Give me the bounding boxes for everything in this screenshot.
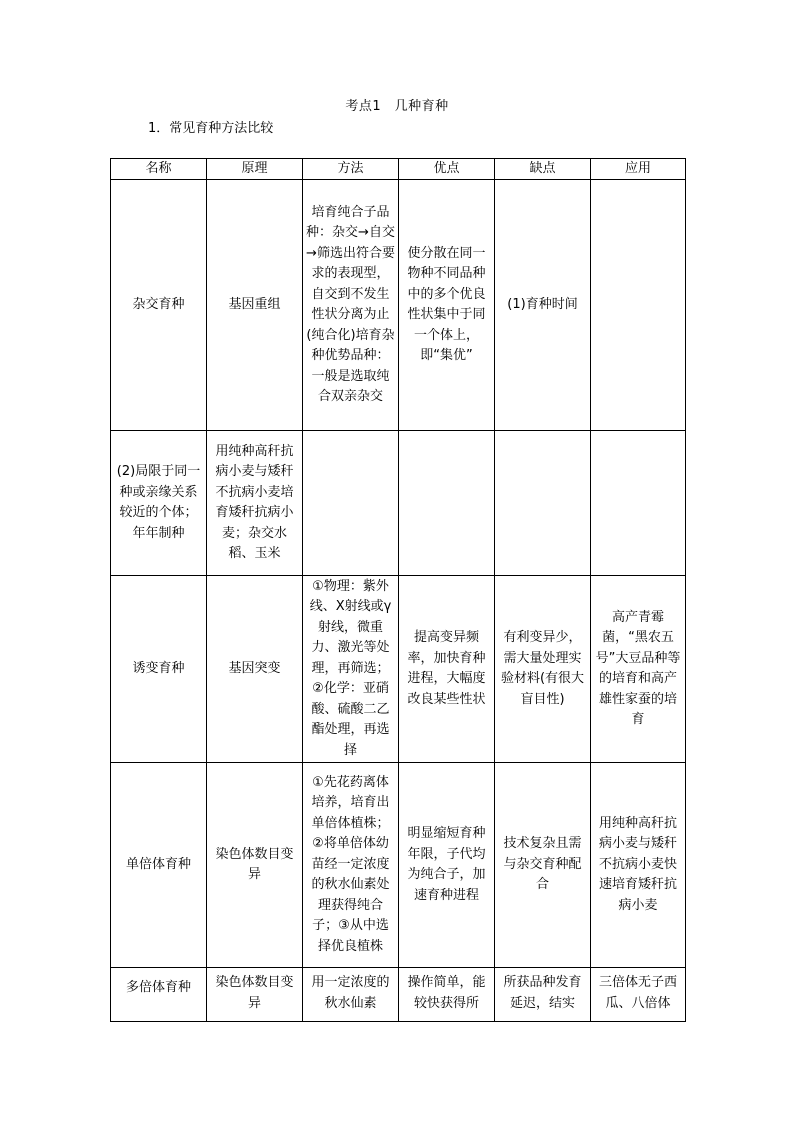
table-cell: 用纯种高秆抗病小麦与矮秆不抗病小麦快速培育矮秆抗病小麦	[591, 763, 686, 968]
header-advantage: 优点	[399, 159, 495, 180]
table-cell	[111, 968, 207, 1022]
table-cell	[303, 968, 399, 1022]
table-cell: 染色体数目变异	[207, 763, 303, 968]
table-cell	[399, 968, 495, 1022]
cell-text: 用一定浓度的秋水仙素	[311, 975, 390, 1011]
table-cell: (1)育种时间	[495, 180, 591, 431]
breeding-methods-table	[110, 158, 686, 1022]
table-cell	[495, 968, 591, 1022]
table-cell: 高产青霉菌，“黑农五号”大豆品种等的培育和高产雄性家蚕的培育	[591, 576, 686, 763]
table-cell: 提高变异频率，加快育种进程，大幅度改良某些性状	[399, 576, 495, 763]
table-cell: 基因重组	[207, 180, 303, 431]
table-row	[111, 180, 686, 431]
page-title: 考点1 几种育种	[345, 99, 449, 114]
table-cell	[399, 431, 495, 576]
table-cell: ①先花药离体培养，培育出单倍体植株；②将单倍体幼苗经一定浓度的秋水仙素处理获得纯合子；③从中选择优良植株	[303, 763, 399, 968]
table-cell: 技术复杂且需与杂交育种配合	[495, 763, 591, 968]
table-cell: 基因突变	[207, 576, 303, 763]
table-cell: 明显缩短育种年限，子代均为纯合子，加速育种进程	[399, 763, 495, 968]
header-method: 方法	[303, 159, 399, 180]
cell-text: 染色体数目变异	[215, 975, 294, 1011]
header-principle: 原理	[207, 159, 303, 180]
table-cell: 诱变育种	[111, 576, 207, 763]
cell-text: 三倍体无子西瓜、八倍体	[598, 975, 677, 1011]
table-cell: 有利变异少，需大量处理实验材料(有很大盲目性)	[495, 576, 591, 763]
table-cell	[591, 431, 686, 576]
table-cell	[495, 431, 591, 576]
table-cell: (2)局限于同一种或亲缘关系较近的个体；年年制种	[111, 431, 207, 576]
table-header-row	[111, 159, 686, 180]
header-name: 名称	[111, 159, 207, 180]
header-disadvantage: 缺点	[495, 159, 591, 180]
table-cell: 杂交育种	[111, 180, 207, 431]
table-row	[111, 431, 686, 576]
cell-text: 所获品种发育延迟，结实	[503, 975, 582, 1011]
table-cell: 使分散在同一物种不同品种中的多个优良性状集中于同一个体上，即“集优”	[399, 180, 495, 431]
table-cell: 单倍体育种	[111, 763, 207, 968]
header-application: 应用	[591, 159, 686, 180]
cell-text: 多倍体育种	[125, 980, 191, 995]
table-cell: 培育纯合子品种：杂交→自交→筛选出符合要求的表现型，自交到不发生性状分离为止(纯合化)培育杂种优势品种：一般是选取纯合双亲杂交	[303, 180, 399, 431]
cell-text: 操作简单，能较快获得所	[407, 975, 486, 1011]
table-row	[111, 968, 686, 1022]
section-heading: 1．常见育种方法比较	[148, 121, 274, 136]
table-cell	[591, 968, 686, 1022]
table-cell: 用纯种高秆抗病小麦与矮秆不抗病小麦培育矮秆抗病小麦；杂交水稻、玉米	[207, 431, 303, 576]
table-cell	[591, 180, 686, 431]
table-cell: ①物理：紫外线、X射线或γ射线，微重力、激光等处理，再筛选；②化学：亚硝酸、硫酸二乙酯处理，再选择	[303, 576, 399, 763]
table-row	[111, 763, 686, 968]
table-cell	[207, 968, 303, 1022]
table-cell	[303, 431, 399, 576]
table-row	[111, 576, 686, 763]
